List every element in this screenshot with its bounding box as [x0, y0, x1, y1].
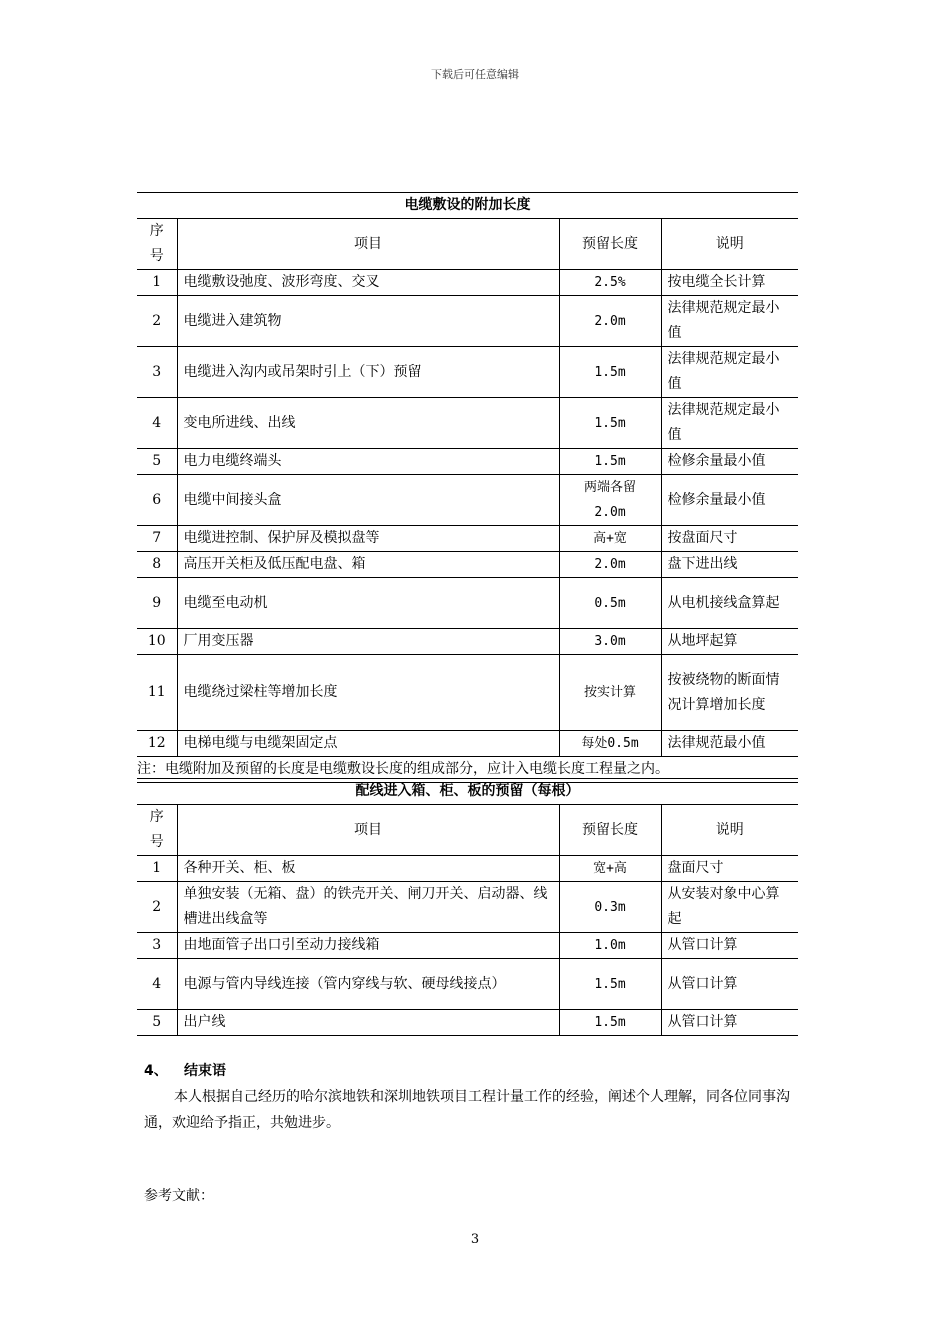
col-header-note: 说明 [661, 805, 798, 856]
conclusion-paragraph: 本人根据自己经历的哈尔滨地铁和深圳地铁项目工程计量工作的经验，阐述个人理解，同各位同事沟通，欢迎给予指正，共勉进步。 [144, 1089, 790, 1131]
row-length: 1.0m [559, 933, 661, 959]
row-item: 单独安装（无箱、盘）的铁壳开关、闸刀开关、启动器、线槽进出线盒等 [177, 882, 559, 933]
row-note: 检修余量最小值 [661, 475, 798, 526]
row-item: 电缆进入建筑物 [177, 296, 559, 347]
table1-body [137, 270, 798, 757]
row-item: 变电所进线、出线 [177, 398, 559, 449]
section-title: 结束语 [184, 1063, 226, 1079]
row-no: 7 [137, 526, 177, 552]
row-item: 由地面管子出口引至动力接线箱 [177, 933, 559, 959]
row-item: 厂用变压器 [177, 629, 559, 655]
row-length: 1.5m [559, 959, 661, 1010]
row-note: 从管口计算 [661, 1010, 798, 1036]
row-no: 2 [137, 882, 177, 933]
row-item: 电缆进控制、保护屏及模拟盘等 [177, 526, 559, 552]
table-row [137, 526, 798, 552]
row-no: 5 [137, 449, 177, 475]
row-item: 电缆绕过梁柱等增加长度 [177, 655, 559, 731]
row-no: 2 [137, 296, 177, 347]
row-no: 10 [137, 629, 177, 655]
row-item: 电缆至电动机 [177, 578, 559, 629]
row-length: 0.3m [559, 882, 661, 933]
row-note: 盘面尺寸 [661, 856, 798, 882]
row-item: 电缆进入沟内或吊架时引上（下）预留 [177, 347, 559, 398]
row-no: 1 [137, 270, 177, 296]
row-item: 电缆中间接头盒 [177, 475, 559, 526]
table-row [137, 475, 798, 526]
row-note: 从管口计算 [661, 933, 798, 959]
row-item: 电梯电缆与电缆架固定点 [177, 731, 559, 757]
section-heading [144, 1060, 226, 1080]
row-item: 电力电缆终端头 [177, 449, 559, 475]
row-length: 2.0m [559, 552, 661, 578]
row-no: 8 [137, 552, 177, 578]
row-length: 宽+高 [559, 856, 661, 882]
row-item: 电源与管内导线连接（管内穿线与软、硬母线接点） [177, 959, 559, 1010]
col-header-no: 序号 [137, 805, 177, 856]
row-note: 从地坪起算 [661, 629, 798, 655]
row-item: 高压开关柜及低压配电盘、箱 [177, 552, 559, 578]
wiring-reserve-table [137, 778, 798, 1036]
page-header: 下载后可任意编辑 [431, 68, 519, 81]
page-number: 3 [470, 1232, 480, 1247]
row-item: 出户线 [177, 1010, 559, 1036]
col-header-no: 序号 [137, 219, 177, 270]
row-item: 电缆敷设弛度、波形弯度、交叉 [177, 270, 559, 296]
row-length: 两端各留2.0m [559, 475, 661, 526]
row-length: 每处0.5m [559, 731, 661, 757]
table-row [137, 933, 798, 959]
table-row [137, 882, 798, 933]
table2-body [137, 856, 798, 1036]
row-note: 盘下进出线 [661, 552, 798, 578]
row-note: 从电机接线盒算起 [661, 578, 798, 629]
row-no: 4 [137, 398, 177, 449]
row-note: 法律规范最小值 [661, 731, 798, 757]
row-item: 各种开关、柜、板 [177, 856, 559, 882]
row-no: 1 [137, 856, 177, 882]
row-no: 4 [137, 959, 177, 1010]
row-length: 1.5m [559, 398, 661, 449]
references-label: 参考文献： [144, 1188, 214, 1204]
table-row [137, 655, 798, 731]
row-note: 从安装对象中心算起 [661, 882, 798, 933]
row-length: 3.0m [559, 629, 661, 655]
table-row [137, 347, 798, 398]
row-no: 3 [137, 933, 177, 959]
table-title: 电缆敷设的附加长度 [137, 193, 798, 219]
cable-extra-length-table [137, 192, 798, 783]
table-row [137, 959, 798, 1010]
table-row [137, 449, 798, 475]
section-number: 4、 [144, 1063, 168, 1079]
row-note: 从管口计算 [661, 959, 798, 1010]
col-header-item: 项目 [177, 219, 559, 270]
row-note: 按盘面尺寸 [661, 526, 798, 552]
row-length: 高+宽 [559, 526, 661, 552]
table-row [137, 1010, 798, 1036]
col-header-length: 预留长度 [559, 219, 661, 270]
row-length: 2.0m [559, 296, 661, 347]
row-length: 1.5m [559, 449, 661, 475]
row-length: 按实计算 [559, 655, 661, 731]
col-header-note: 说明 [661, 219, 798, 270]
table-row [137, 398, 798, 449]
row-length: 1.5m [559, 347, 661, 398]
row-no: 6 [137, 475, 177, 526]
table-row [137, 578, 798, 629]
row-note: 按电缆全长计算 [661, 270, 798, 296]
table-footnote: 注：电缆附加及预留的长度是电缆敷设长度的组成部分，应计入电缆长度工程量之内。 [137, 757, 798, 783]
row-length: 1.5m [559, 1010, 661, 1036]
row-no: 3 [137, 347, 177, 398]
table-row [137, 629, 798, 655]
table-row [137, 856, 798, 882]
row-length: 0.5m [559, 578, 661, 629]
row-no: 5 [137, 1010, 177, 1036]
col-header-length: 预留长度 [559, 805, 661, 856]
row-no: 9 [137, 578, 177, 629]
row-note: 法律规范规定最小值 [661, 296, 798, 347]
row-note: 检修余量最小值 [661, 449, 798, 475]
row-note: 法律规范规定最小值 [661, 398, 798, 449]
row-note: 法律规范规定最小值 [661, 347, 798, 398]
row-no: 11 [137, 655, 177, 731]
table-title: 配线进入箱、柜、板的预留（每根） [137, 779, 798, 805]
table-row [137, 552, 798, 578]
row-length: 2.5% [559, 270, 661, 296]
row-no: 12 [137, 731, 177, 757]
col-header-item: 项目 [177, 805, 559, 856]
row-note: 按被绕物的断面情况计算增加长度 [661, 655, 798, 731]
table-row [137, 296, 798, 347]
table-row [137, 731, 798, 757]
table-row [137, 270, 798, 296]
